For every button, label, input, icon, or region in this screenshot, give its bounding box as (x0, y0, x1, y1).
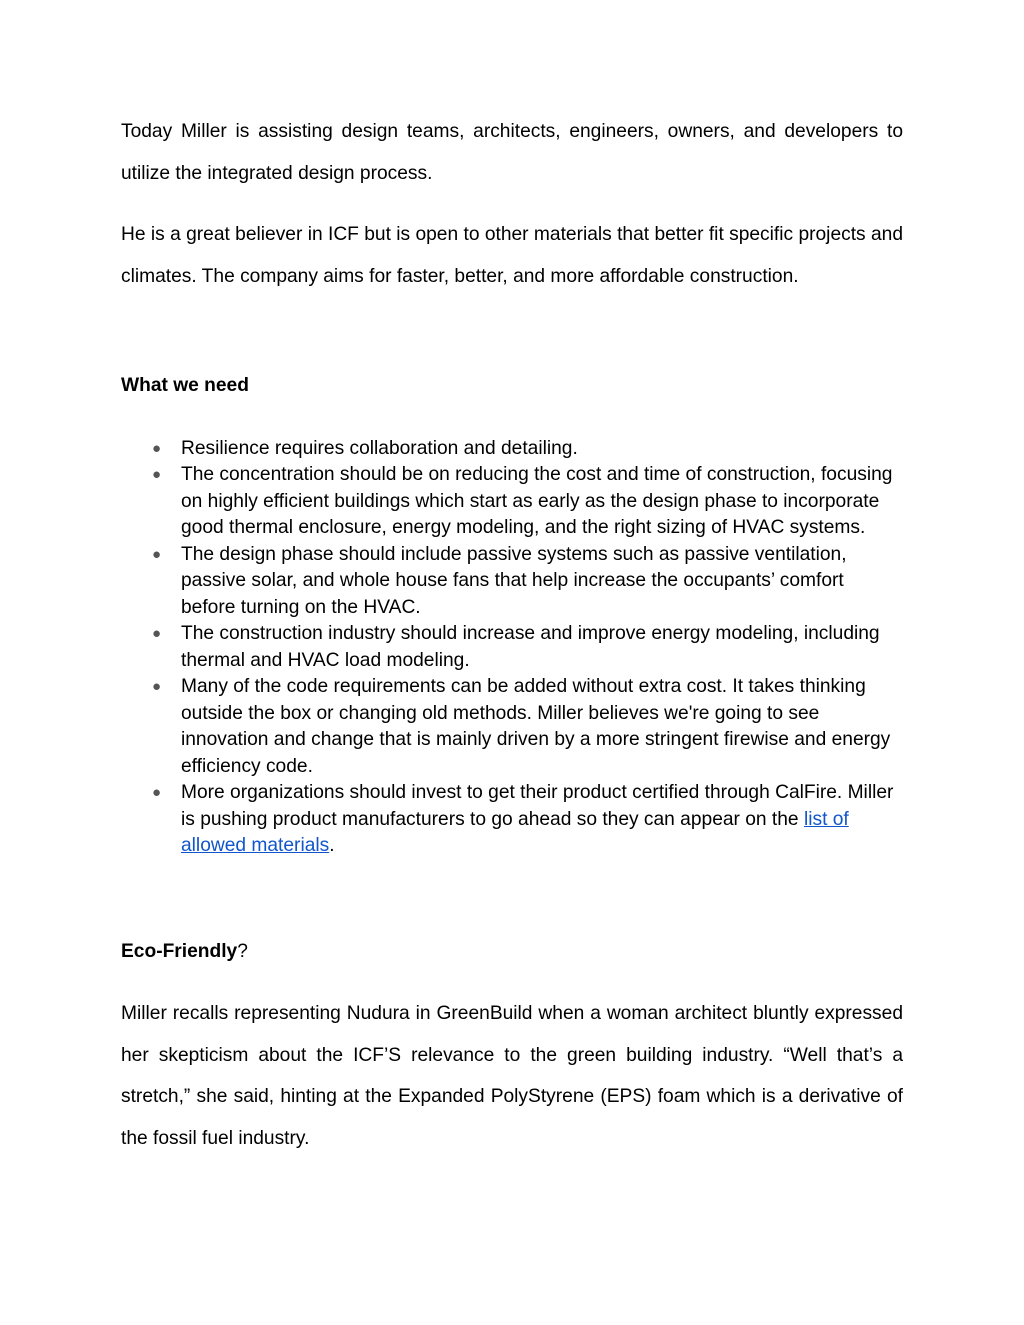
document-page (121, 111, 903, 1159)
needs-list (121, 436, 903, 860)
list-item-text: Many of the code requirements can be added without extra cost. It takes thinking outside the box or changing old methods. Miller believes we're going to see innovation and change that is mainly driven by a more stringent firewise and energy efficiency code. (181, 676, 891, 777)
spacer (121, 860, 903, 939)
allowed-materials-link[interactable]: list of allowed materials (181, 808, 849, 856)
bullet-icon: ● (152, 784, 162, 801)
list-item (121, 542, 903, 622)
list-item-text: The construction industry should increase and improve energy modeling, including thermal and HVAC load modeling. (181, 623, 880, 671)
list-item-text: The design phase should include passive systems such as passive ventilation, passive solar, and whole house fans that help increase the occupants’ comfort before turning on the HVAC. (181, 543, 847, 618)
list-item (121, 780, 903, 860)
list-item (121, 674, 903, 780)
intro-paragraph-2: He is a great believer in ICF but is open to other materials that better fit specific projects and climates. The company aims for faster, better, and more affordable construction. (121, 224, 903, 287)
list-item (121, 462, 903, 542)
eco-paragraph: Miller recalls representing Nudura in GreenBuild when a woman architect bluntly expressed her skepticism about the ICF’S relevance to the green building industry. “Well that’s a stretch,” she said, hinting at the Expanded PolyStyrene (EPS) foam which is a derivative of the fossil fuel industry. (121, 1003, 903, 1149)
spacer (121, 297, 903, 373)
list-item-text: The concentration should be on reducing the cost and time of construction, focusing on highly efficient buildings which start as early as the design phase to incorporate good thermal enclosure, energy modeling, and the right sizing of HVAC systems. (181, 464, 893, 538)
intro-paragraph-1: Today Miller is assisting design teams, architects, engineers, owners, and developers to utilize the integrated design process. (121, 121, 903, 184)
eco-heading-bold: Eco-Friendly (121, 940, 238, 962)
bullet-icon: ● (152, 625, 162, 642)
bullet-icon: ● (152, 545, 162, 563)
spacer (121, 965, 903, 993)
list-item (121, 621, 903, 674)
eco-heading-suffix: ? (237, 940, 248, 962)
bullet-icon: ● (152, 678, 162, 695)
section-heading-eco (121, 939, 903, 966)
list-item-text: Resilience requires collaboration and detailing. (181, 437, 578, 459)
spacer (121, 194, 903, 214)
spacer (121, 400, 903, 436)
list-item-period: . (329, 835, 335, 856)
bullet-icon: ● (152, 466, 162, 483)
section-heading-needs: What we need (121, 375, 249, 396)
list-item-text: More organizations should invest to get their product certified through CalFire. Miller is pushing product manufacturers to go ahead so they can appear on the (181, 782, 894, 830)
bullet-icon: ● (152, 439, 162, 457)
list-item (121, 436, 903, 463)
